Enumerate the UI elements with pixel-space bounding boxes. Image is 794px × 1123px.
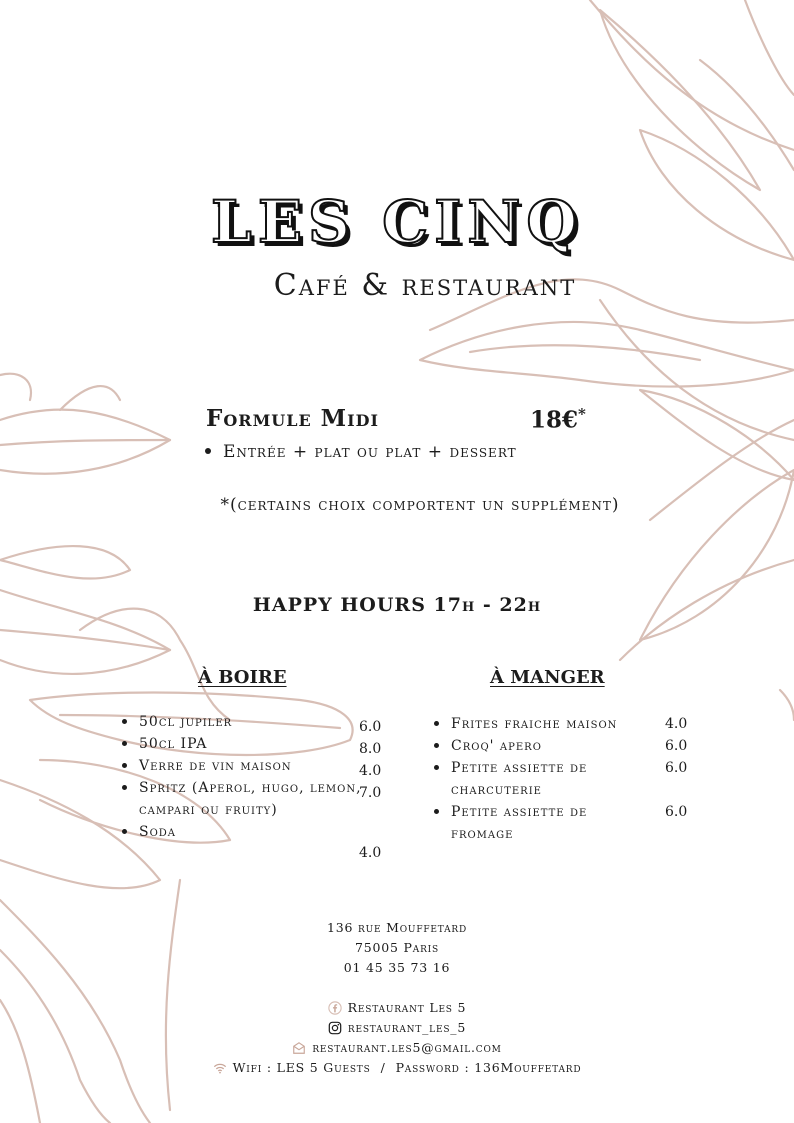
drink-name: Soda [139,824,177,840]
wifi-password: Password : 136Mouffetard [395,1060,582,1075]
instagram-icon [328,1021,342,1035]
email-address[interactable]: restaurant.les5@gmail.com [312,1040,502,1055]
list-item [122,711,362,733]
food-list [434,713,644,845]
drink-name: 50cl jupiler [139,714,233,730]
wifi-icon [213,1061,227,1075]
food-price: 6.0 [665,804,688,820]
address-street: 136 rue Mouffetard [327,920,467,935]
bullet [434,743,439,748]
email-icon [292,1041,306,1055]
wifi-network: Wifi : LES 5 Guests [232,1060,371,1075]
list-item [434,735,644,757]
bullet [434,809,439,814]
bullet [122,785,127,790]
happy-hours-label: HAPPY HOURS [252,594,426,616]
food-heading: À MANGER [490,667,605,688]
drinks-prices [359,716,381,864]
drink-price: 6.0 [359,719,382,735]
drink-name: Spritz (Aperol, hugo, lemon, campari ou fruity) [139,780,362,818]
bullet [434,721,439,726]
list-item [122,821,362,843]
list-item [122,733,362,755]
list-item [122,755,362,777]
food-name: Petite assiette de fromage [451,804,588,842]
bullet [122,763,127,768]
email-row[interactable] [0,1038,794,1058]
drink-price: 4.0 [359,845,382,861]
formule-item-text: Entrée + plat ou plat + dessert [223,442,517,462]
restaurant-subtitle: Café & restaurant [273,268,577,303]
drinks-list [122,711,362,843]
facebook-icon [328,1001,342,1015]
list-item [434,801,644,845]
food-prices [665,713,687,823]
drink-name: Verre de vin maison [139,758,292,774]
contacts-block [0,998,794,1078]
drink-price: 7.0 [359,785,382,801]
formule-price-value: 18€ [530,406,579,434]
happy-hours-time: 17h - 22h [433,594,542,616]
drink-price: 4.0 [359,763,382,779]
drinks-heading: À BOIRE [198,667,287,688]
bullet [122,741,127,746]
address-city: 75005 Paris [355,940,439,955]
wifi-row [0,1058,794,1078]
bullet [122,719,127,724]
wifi-separator: / [380,1060,386,1075]
address-phone: 01 45 35 73 16 [343,960,451,975]
formule-note: *(certains choix comportent un supplément) [220,495,620,515]
drink-price: 8.0 [359,741,382,757]
food-name: Petite assiette de charcuterie [451,760,588,798]
list-item [434,713,644,735]
food-name: Frites fraiche maison [451,716,618,732]
formule-title: Formule Midi [206,405,379,432]
price-spacer [359,804,381,842]
facebook-link[interactable]: Restaurant Les 5 [347,1000,467,1015]
bullet [122,829,127,834]
drink-name: 50cl IPA [139,736,208,752]
formule-item [205,442,517,462]
list-item [122,777,362,821]
address-block [0,918,794,978]
instagram-row[interactable] [0,1018,794,1038]
bullet [434,765,439,770]
food-price: 6.0 [665,760,688,776]
food-name: Croq' apero [451,738,542,754]
instagram-handle[interactable]: restaurant_les_5 [347,1020,467,1035]
happy-hours-title [0,594,794,616]
formule-price [530,405,586,434]
price-spacer [665,779,687,801]
food-price: 6.0 [665,738,688,754]
formule-price-mark: * [578,405,586,423]
list-item [434,757,644,801]
restaurant-title: LES CINQ [211,188,583,256]
facebook-row[interactable] [0,998,794,1018]
bullet [205,448,211,454]
food-price: 4.0 [665,716,688,732]
